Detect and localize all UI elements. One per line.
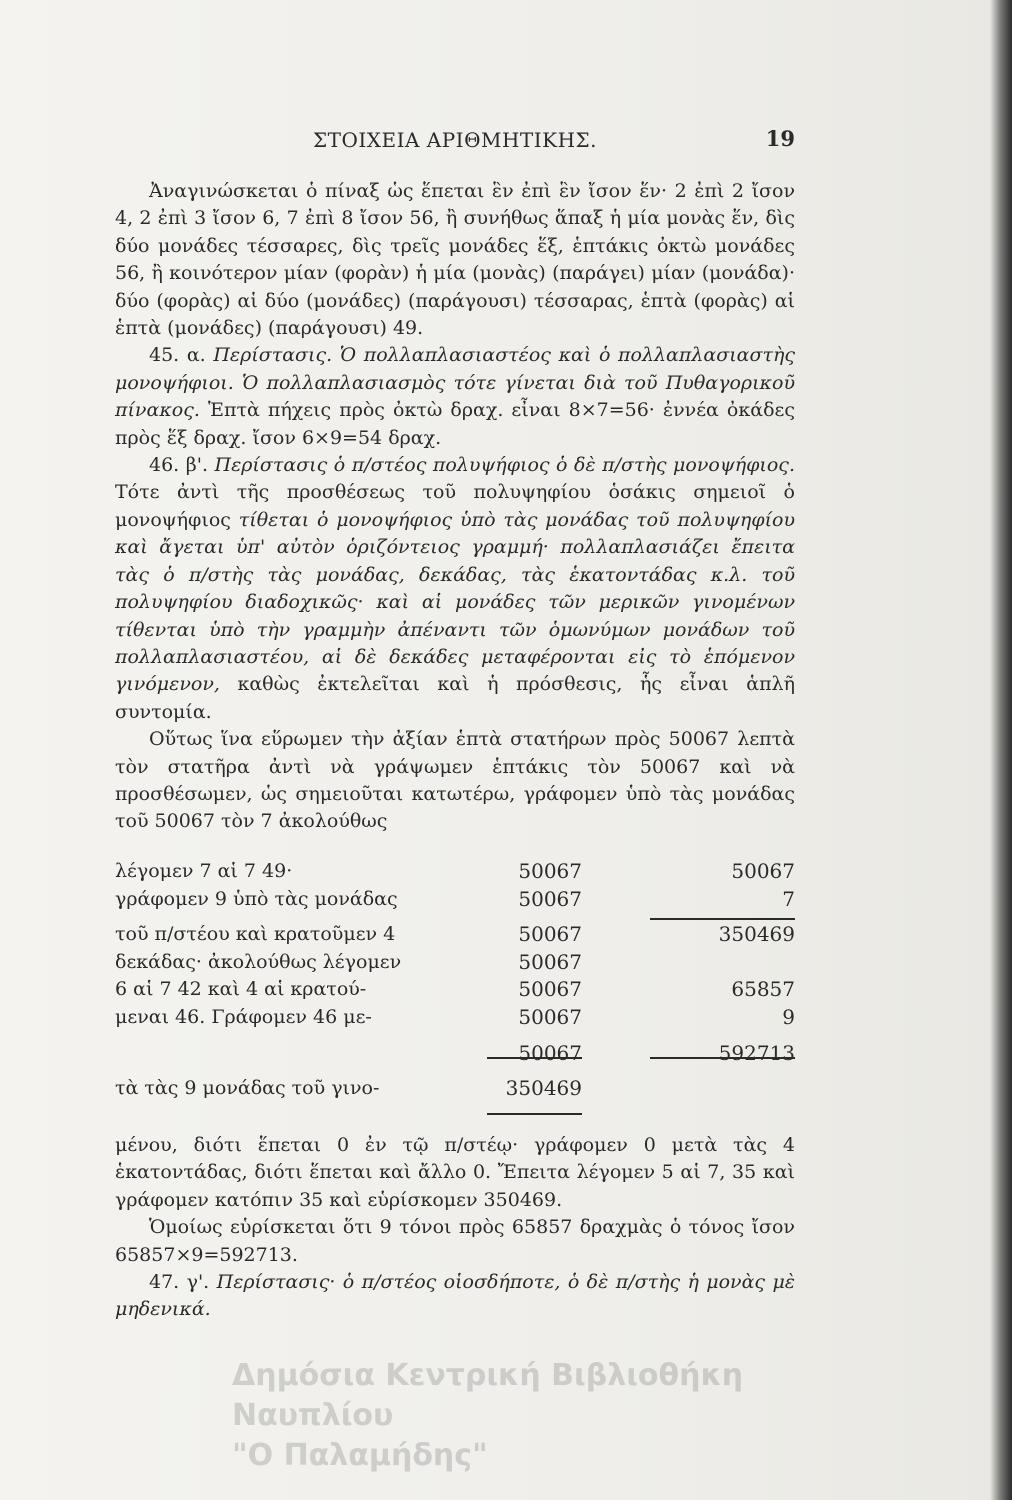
continuation-text	[115, 1132, 795, 1324]
result-rule	[650, 918, 795, 920]
calc-row	[115, 1004, 795, 1032]
calc-row	[115, 858, 795, 886]
calc-text: τὰ τὰς 9 μονάδας τοῦ γινο-	[115, 1077, 380, 1100]
calc-row	[115, 976, 795, 1004]
section-heading-45: Περίστασις. Ὁ πολλαπλασιαστέος καὶ ὁ πολλαπλασιαστὴς μονοψήφιοι. Ὁ πολλαπλασιασμὸς τότε γίνεται διὰ τοῦ Πυθαγορικοῦ πίνακος.	[115, 344, 795, 422]
total-rule	[487, 1113, 582, 1115]
calc-text: λέγομεν 7 αἱ 7 49·	[115, 860, 293, 882]
calc-text: τοῦ π/στέου καὶ κρατοῦμεν 4	[115, 923, 396, 946]
library-watermark	[232, 1356, 832, 1476]
calc-text: δεκάδας· ἀκολούθως λέγομεν	[115, 950, 402, 973]
calc-addend: 50067	[518, 859, 582, 883]
page-number: 19	[765, 126, 795, 151]
calc-row	[115, 1075, 795, 1103]
calc-result: 9	[782, 1004, 795, 1029]
multiplication-example	[115, 858, 795, 1103]
calc-addend: 50067	[518, 1040, 582, 1065]
paragraph-6: Ὁμοίως εὑρίσκεται ὅτι 9 τόνοι πρὸς 65857 δραχμὰς ὁ τόνος ἴσον 65857×9=592713.	[115, 1216, 795, 1266]
section-number-47: 47. γ'.	[149, 1271, 210, 1294]
calc-addend: 50067	[518, 886, 582, 911]
calc-addend: 50067	[518, 949, 582, 974]
calc-text: γράφομεν 9 ὑπὸ τὰς μονάδας	[115, 887, 398, 910]
calc-row	[115, 921, 795, 949]
calc-addend: 50067	[518, 922, 582, 947]
calc-result: 7	[782, 886, 795, 911]
paragraph-7	[115, 1269, 795, 1324]
section-heading-47: Περίστασις· ὁ π/στέος οἱοσδήποτε, ὁ δὲ π/στὴς ἡ μονὰς μὲ μηδενικά.	[115, 1271, 796, 1321]
paragraph-2-text: Ἑπτὰ πήχεις πρὸς ὀκτὼ δραχ. εἶναι 8×7=56· ἐννέα ὀκάδες πρὸς ἕξ δραχ. ἴσον 6×9=54 δραχ.	[115, 399, 795, 449]
calc-row	[115, 886, 795, 914]
paragraph-2	[115, 342, 795, 452]
calc-row	[115, 949, 795, 977]
section-number-45: 45. α.	[149, 344, 206, 367]
section-number-46: 46. β'.	[149, 454, 208, 477]
calc-row	[115, 1040, 795, 1068]
calc-result: 592713	[718, 1040, 795, 1065]
calc-result: 50067	[731, 859, 795, 883]
calc-addend: 50067	[518, 977, 582, 1002]
calc-addend: 50067	[518, 1004, 582, 1029]
paragraph-4: Οὕτως ἵνα εὕρωμεν τὴν ἀξίαν ἑπτὰ στατήρων πρὸς 50067 λεπτὰ τὸν στατῆρα ἀντὶ νὰ γράψωμεν ἑπτάκις τὸν 50067 καὶ νὰ προσθέσωμεν, ὡς σημειοῦται κατωτέρω, γράφομεν ὑπὸ τὰς μονάδας τοῦ 50067 τὸν 7 ἀκολούθως	[115, 728, 795, 833]
paragraph-1: Ἀναγινώσκεται ὁ πίναξ ὡς ἕπεται ἓν ἐπὶ ἓν ἴσον ἕν· 2 ἐπὶ 2 ἴσον 4, 2 ἐπὶ 3 ἴσον 6, 7 ἐπὶ 8 ἴσον 56, ἢ συνήθως ἅπαξ ἡ μία μονὰς ἕν, δὶς δύο μονάδες τέσσαρες, δὶς τρεῖς μονάδες ἕξ, ἑπτάκις ὀκτὼ μονάδες 56, ἢ κοινότερον μίαν (φορὰν) ἡ μία (μονὰς) (παράγει) μίαν (μονάδα)· δύο (φορὰς) αἱ δύο (μονάδες) (παράγουσι) τέσσαρας, ἑπτὰ (φορὰς) αἱ ἑπτὰ (μονάδες) (παράγουσι) 49.	[115, 180, 795, 340]
paragraph-3-text-a: Τότε ἀντὶ τῆς προσθέσεως τοῦ πολυψηφίου ὁσάκις σημειοῖ ὁ μονοψήφιος	[115, 481, 795, 531]
calc-text: 6 αἱ 7 42 καὶ 4 αἱ κρατού-	[115, 978, 367, 1001]
watermark-line-2: "Ο Παλαμήδης"	[232, 1438, 488, 1473]
page-header	[115, 128, 795, 158]
calc-text: μεναι 46. Γράφομεν 46 με-	[115, 1005, 372, 1028]
paragraph-5: μένου, διότι ἕπεται 0 ἐν τῷ π/στέῳ· γράφομεν 0 μετὰ τὰς 4 ἑκατοντάδας, διότι ἕπεται καὶ ἄλλο 0. Ἔπειτα λέγομεν 5 αἱ 7, 35 καὶ γράφομεν κατόπιν 35 καὶ εὑρίσκομεν 350469.	[115, 1134, 795, 1211]
page-edge-shadow	[990, 0, 1012, 1500]
calc-addend: 350469	[505, 1076, 582, 1101]
main-text	[115, 178, 795, 836]
calc-result: 350469	[718, 922, 795, 947]
section-heading-46: Περίστασις ὁ π/στέος πολυψήφιος ὁ δὲ π/στὴς μονοψήφιος.	[214, 454, 795, 477]
paragraph-3	[115, 452, 795, 726]
calc-result: 65857	[731, 977, 795, 1002]
watermark-line-1: Δημόσια Κεντρική Βιβλιοθήκη Ναυπλίου	[232, 1358, 744, 1433]
paragraph-3-italic: τίθεται ὁ μονοψήφιος ὑπὸ τὰς μονάδας τοῦ πολυψηφίου καὶ ἄγεται ὑπ' αὐτὸν ὁριζόντειος γραμμή· πολλαπλασιάζει ἔπειτα τὰς ὁ π/στὴς τὰς μονάδας, δεκάδας, τὰς ἑκατοντάδας κ.λ. τοῦ πολυψηφίου διαδοχικῶς· καὶ αἱ μονάδες τῶν μερικῶν γινομένων τίθενται ὑπὸ τὴν γραμμὴν ἀπέναντι τῶν ὁμωνύμων μονάδων τοῦ πολλαπλασιαστέου, αἱ δὲ δεκάδες μεταφέρονται εἰς τὸ ἑπόμενον γινόμενον,	[115, 508, 796, 696]
paragraph-3-text-b: καθὼς ἐκτελεῖται καὶ ἡ πρόσθεσις, ἧς εἶναι ἁπλῆ συντομία.	[115, 673, 795, 723]
running-title: ΣΤΟΙΧΕΙΑ ΑΡΙΘΜΗΤΙΚΗΣ.	[312, 128, 598, 152]
